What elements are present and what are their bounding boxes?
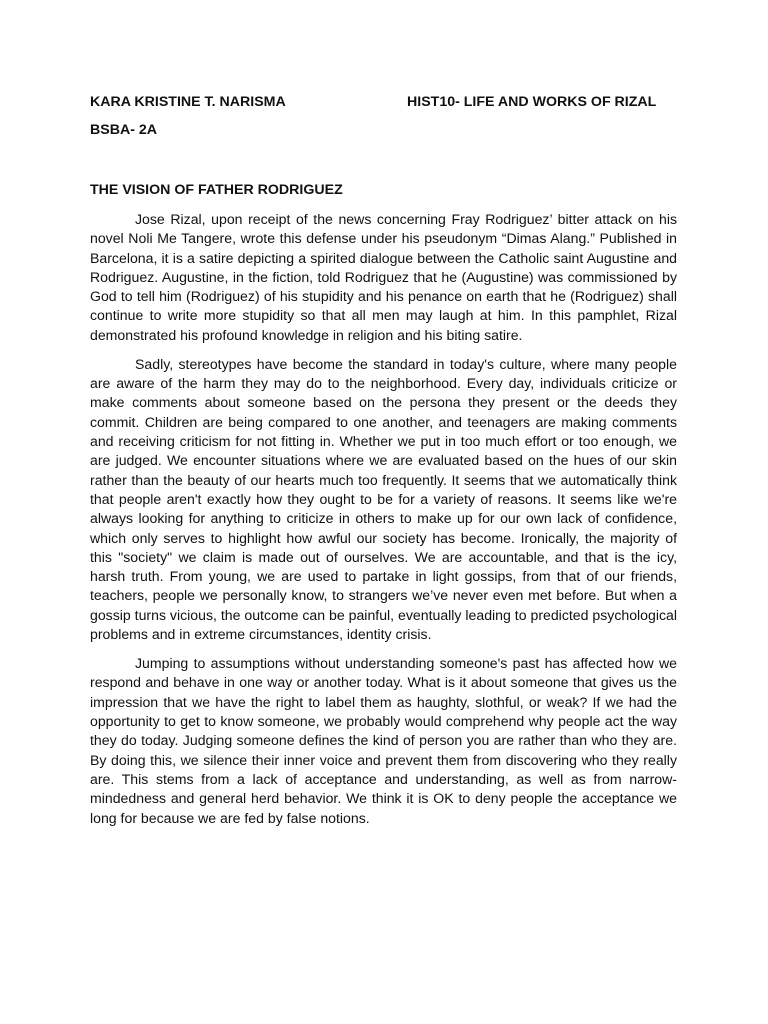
paragraph-3: Jumping to assumptions without understanding someone's past has affected how we respond and behave in one way or another today. What is it about someone that gives us the impression that we have the right to label them as haughty, slothful, or weak? If we had the opportunity to get to know someone, we probably would comprehend why people act the way they do today. Judging someone defines the kind of person you are rather than who they are. By doing this, we silence their inner voice and prevent them from discovering who they really are. This stems from a lack of acceptance and understanding, as well as from narrow-mindedness and general herd behavior. We think it is OK to deny people the acceptance we long for because we are fed by false notions.: [90, 655, 677, 826]
essay-body: [90, 210, 677, 838]
paragraph-1: Jose Rizal, upon receipt of the news concerning Fray Rodriguez’ bitter attack on his novel Noli Me Tangere, wrote this defense under his pseudonym “Dimas Alang.” Published in Barcelona, it is a satire depicting a spirited dialogue between the Catholic saint Augustine and Rodriguez. Augustine, in the fiction, told Rodriguez that he (Augustine) was commissioned by God to tell him (Rodriguez) of his stupidity and his penance on earth that he (Rodriguez) shall continue to write more stupidity so that all men may laugh at him. In this pamphlet, Rizal demonstrated his profound knowledge in religion and his biting satire.: [90, 211, 677, 343]
course-title: HIST10- LIFE AND WORKS OF RIZAL: [407, 94, 657, 110]
header-row: [90, 94, 690, 114]
author-name: KARA KRISTINE T. NARISMA: [90, 94, 286, 110]
paragraph-2: Sadly, stereotypes have become the standard in today's culture, where many people are aware of the harm they may do to the neighborhood. Every day, individuals criticize or make comments about someone based on the persona they present or the deeds they commit. Children are being compared to one another, and teenagers are making comments and receiving criticism for not fitting in. Whether we put in too much effort or too enough, we are judged. We encounter situations where we are evaluated based on the hues of our skin rather than the beauty of our hearts much too frequently. It seems that we automatically think that people aren't exactly how they ought to be for a variety of reasons. It seems like we're always looking for anything to criticize in others to make up for our own lack of confidence, which only serves to highlight how awful our society has become. Ironically, the majority of this "society" we claim is made out of ourselves. We are accountable, and that is the icy, harsh truth. From young, we are used to partake in light gossips, from that of our friends, teachers, people we personally know, to strangers we’ve never even met before. But when a gossip turns vicious, the outcome can be painful, eventually leading to predicted psychological problems and in extreme circumstances, identity crisis.: [90, 355, 677, 643]
section-label: BSBA- 2A: [90, 122, 158, 138]
essay-title: THE VISION OF FATHER RODRIGUEZ: [90, 182, 343, 198]
